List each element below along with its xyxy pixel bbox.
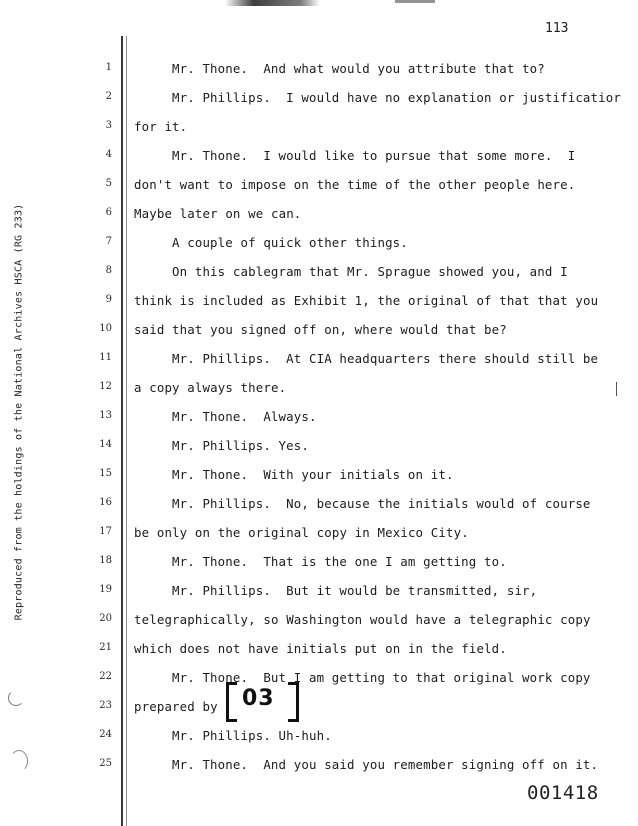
transcript-line: Mr. Phillips. I would have no explanation or justificatior xyxy=(172,90,621,105)
transcript-line: be only on the original copy in Mexico City. xyxy=(134,525,469,540)
line-number: 11 xyxy=(99,352,112,363)
line-number: 6 xyxy=(105,207,112,218)
redaction-code: 03 xyxy=(242,686,275,711)
transcript-line: Mr. Phillips. No, because the initials would of course xyxy=(172,496,591,511)
transcript-line: Mr. Thone. Always. xyxy=(172,409,317,424)
line-number: 7 xyxy=(105,236,112,247)
line-number: 17 xyxy=(99,526,112,537)
line-number: 19 xyxy=(99,584,112,595)
line-number: 21 xyxy=(99,642,112,653)
line-number: 14 xyxy=(99,439,112,450)
archive-side-note: Reproduced from the holdings of the National Archives HSCA (RG 233) xyxy=(13,203,25,621)
line-number: 25 xyxy=(99,758,112,769)
line-number: 18 xyxy=(99,555,112,566)
transcript-line: don't want to impose on the time of the other people here. xyxy=(134,177,576,192)
line-number: 8 xyxy=(105,265,112,276)
transcript-line: Maybe later on we can. xyxy=(134,206,302,221)
transcript-line: On this cablegram that Mr. Sprague showed you, and I xyxy=(172,264,568,279)
transcript-line: for it. xyxy=(134,119,188,134)
document-number: 001418 xyxy=(527,782,599,804)
left-bracket xyxy=(226,682,237,722)
transcript-line: prepared by xyxy=(134,699,218,714)
margin-rule-inner xyxy=(126,36,127,826)
transcript-line: Mr. Thone. I would like to pursue that some more. I xyxy=(172,148,576,163)
line-number: 4 xyxy=(105,149,112,160)
line-number: 1 xyxy=(105,62,112,73)
transcript-line: Mr. Thone. And what would you attribute that to? xyxy=(172,61,545,76)
line-number: 22 xyxy=(99,671,112,682)
line-number: 13 xyxy=(99,410,112,421)
transcript-line: Mr. Thone. That is the one I am getting to. xyxy=(172,554,507,569)
line-number: 3 xyxy=(105,120,112,131)
top-edge-smudge xyxy=(225,0,320,6)
transcript-line: Mr. Thone. And you said you remember signing off on it. xyxy=(172,757,599,772)
transcript-line: a copy always there. xyxy=(134,380,287,395)
transcript-line: telegraphically, so Washington would have a telegraphic copy xyxy=(134,612,591,627)
line-number: 2 xyxy=(105,91,112,102)
line-number: 12 xyxy=(99,381,112,392)
line-number: 9 xyxy=(105,294,112,305)
line-number: 5 xyxy=(105,178,112,189)
redaction-code-annotation xyxy=(226,680,318,718)
transcript-line: which does not have initials put on in the field. xyxy=(134,641,507,656)
transcript-line: Mr. Phillips. But it would be transmitted, sir, xyxy=(172,583,538,598)
line-number: 24 xyxy=(99,729,112,740)
top-edge-smudge-small xyxy=(395,0,435,3)
line-number: 10 xyxy=(99,323,112,334)
line-number: 16 xyxy=(99,497,112,508)
line-number: 23 xyxy=(99,700,112,711)
transcript-line: Mr. Phillips. Yes. xyxy=(172,438,309,453)
scan-mark xyxy=(10,750,28,772)
transcript-line: think is included as Exhibit 1, the original of that that you xyxy=(134,293,599,308)
line-number: 20 xyxy=(99,613,112,624)
transcript-line: Mr. Phillips. At CIA headquarters there should still be xyxy=(172,351,599,366)
transcript-line: Mr. Phillips. Uh-huh. xyxy=(172,728,332,743)
transcript-line: A couple of quick other things. xyxy=(172,235,408,250)
page-number: 113 xyxy=(545,21,569,36)
transcript-line: Mr. Thone. But I am getting to that original work copy xyxy=(172,670,591,685)
right-bracket xyxy=(288,682,299,722)
margin-rule xyxy=(121,36,123,826)
scan-mark xyxy=(616,382,617,396)
transcript-line: said that you signed off on, where would that be? xyxy=(134,322,507,337)
scan-mark xyxy=(8,690,24,706)
line-number: 15 xyxy=(99,468,112,479)
transcript-line: Mr. Thone. With your initials on it. xyxy=(172,467,454,482)
